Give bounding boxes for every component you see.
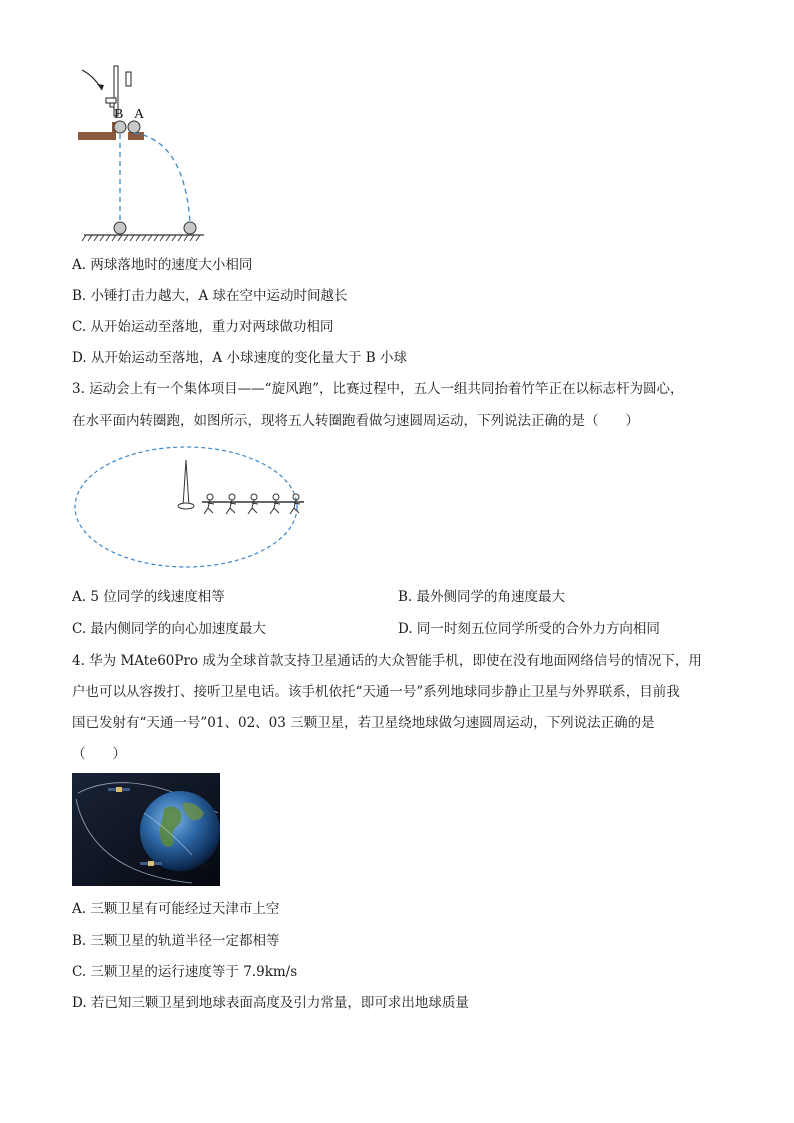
pole-base <box>178 503 194 509</box>
label-b: B <box>114 107 124 122</box>
q3-option-d: D. 同一时刻五位同学所受的合外力方向相同 <box>398 621 660 637</box>
runner-3 <box>248 494 258 514</box>
q4-option-b: B. 三颗卫星的轨道半径一定都相等 <box>72 933 280 949</box>
q3-option-b: B. 最外侧同学的角速度最大 <box>398 589 566 605</box>
q2-option-a: A. 两球落地时的速度大小相同 <box>72 257 253 273</box>
marker-pole <box>183 460 189 506</box>
q2-option-c: C. 从开始运动至落地，重力对两球做功相同 <box>72 319 334 335</box>
label-a: A <box>134 107 145 122</box>
runner-1 <box>204 494 214 514</box>
runner-4 <box>270 494 280 514</box>
q4-option-d: D. 若已知三颗卫星到地球表面高度及引力常量，即可求出地球质量 <box>72 995 469 1011</box>
q4-option-c: C. 三颗卫星的运行速度等于 7.9km/s <box>72 964 298 980</box>
q3-stem-line-1: 3. 运动会上有一个集体项目——“旋风跑”，比赛过程中，五人一组共同抬着竹竿正在以标志杆为圆心， <box>72 381 684 397</box>
runner-2 <box>226 494 236 514</box>
platform-left <box>78 122 116 140</box>
ball-a <box>128 121 140 133</box>
ball-a-landed <box>184 222 196 234</box>
ball-b-landed <box>114 222 126 234</box>
q3-diagram <box>74 444 314 572</box>
q2-option-d: D. 从开始运动至落地，A 小球速度的变化量大于 B 小球 <box>72 350 407 366</box>
q3-figure <box>74 444 314 572</box>
striker <box>106 98 116 103</box>
runners <box>204 494 300 514</box>
q3-stem-line-2: 在水平面内转圈跑，如图所示，现将五人转圈跑看做匀速圆周运动，下列说法正确的是（ ） <box>72 413 639 429</box>
hammer-head <box>126 72 131 86</box>
q4-stem-line-3: 国已发射有“天通一号”01、02、03 三颗卫星，若卫星绕地球做匀速圆周运动，下列说法正确的是 <box>72 715 655 731</box>
q2-figure <box>72 60 212 245</box>
q4-stem-line-1: 4. 华为 MAte60Pro 成为全球首款支持卫星通话的大众智能手机，即使在没有地面网络信号的情况下，用 <box>72 653 702 669</box>
q4-stem-line-2: 户也可以从容拨打、接听卫星电话。该手机依托“天通一号”系列地球同步静止卫星与外界联系，目前我 <box>72 684 680 700</box>
ground-hatching <box>82 235 200 241</box>
q2-option-b: B. 小锤打击力越大，A 球在空中运动时间越长 <box>72 288 348 304</box>
path-a <box>134 133 190 222</box>
q4-stem-line-4: （ ） <box>72 746 126 762</box>
q4-satellite-image <box>72 773 220 886</box>
swing-arrowhead <box>97 84 104 90</box>
q3-option-c: C. 最内侧同学的向心加速度最大 <box>72 621 266 637</box>
runner-5 <box>290 494 300 514</box>
swing-arrow <box>82 70 102 90</box>
ball-b <box>114 121 126 133</box>
q2-diagram <box>72 60 212 245</box>
earth <box>140 791 220 871</box>
q4-figure <box>72 773 220 886</box>
q4-option-a: A. 三颗卫星有可能经过天津市上空 <box>72 901 280 917</box>
q3-option-a: A. 5 位同学的线速度相等 <box>72 589 225 605</box>
